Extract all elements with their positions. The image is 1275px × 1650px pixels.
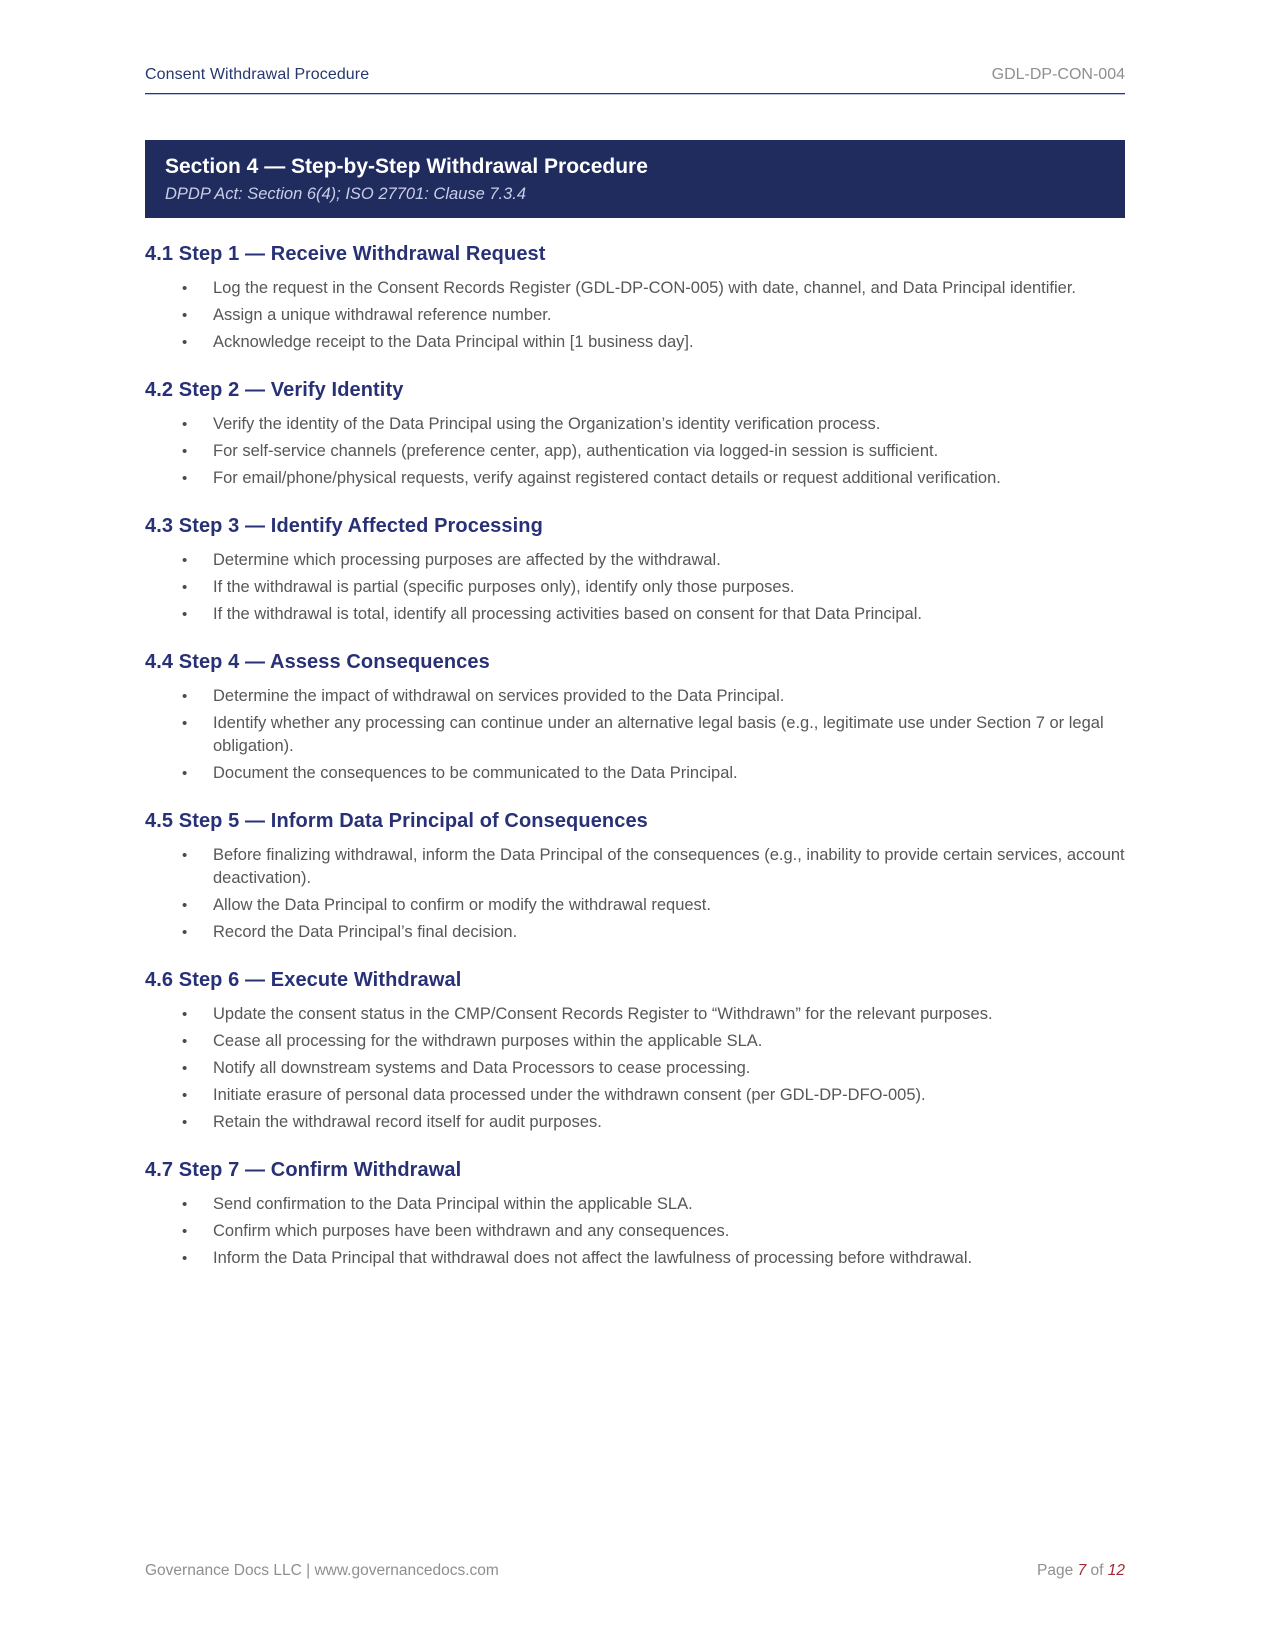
footer-page-number: 7 xyxy=(1077,1562,1087,1579)
bullet-list xyxy=(145,844,1125,944)
bullet-item: • Retain the withdrawal record itself for audit purposes. xyxy=(213,1111,1125,1134)
footer-page-label: Page xyxy=(1037,1562,1074,1579)
doc-section xyxy=(145,809,1125,944)
section-heading: 4.7 Step 7 — Confirm Withdrawal xyxy=(145,1159,462,1181)
header-doc-id: GDL-DP-CON-004 xyxy=(991,66,1125,83)
bullet-item: • Initiate erasure of personal data processed under the withdrawn consent (per GDL-DP-DFO-005). xyxy=(213,1084,1125,1107)
bullet-item: • Allow the Data Principal to confirm or modify the withdrawal request. xyxy=(213,894,1125,917)
bullet-list xyxy=(145,413,1125,490)
page-header xyxy=(145,66,1125,84)
bullet-list xyxy=(145,1193,1125,1270)
bullet-item: • Determine the impact of withdrawal on services provided to the Data Principal. xyxy=(213,685,1125,708)
bullet-item: • Verify the identity of the Data Principal using the Organization’s identity verification process. xyxy=(213,413,1125,436)
section-banner xyxy=(145,140,1125,218)
doc-section xyxy=(145,242,1125,354)
bullet-item: • Log the request in the Consent Records Register (GDL-DP-CON-005) with date, channel, and Data Principal identifier. xyxy=(213,277,1125,300)
bullet-item: • Record the Data Principal’s final decision. xyxy=(213,921,1125,944)
section-heading: 4.5 Step 5 — Inform Data Principal of Consequences xyxy=(145,810,648,832)
doc-section xyxy=(145,968,1125,1134)
bullet-item: • Assign a unique withdrawal reference number. xyxy=(213,304,1125,327)
bullet-item: • If the withdrawal is partial (specific purposes only), identify only those purposes. xyxy=(213,576,1125,599)
bullet-item: • Notify all downstream systems and Data Processors to cease processing. xyxy=(213,1057,1125,1080)
doc-section xyxy=(145,378,1125,490)
footer-page-info xyxy=(1037,1562,1125,1580)
bullet-item: • Identify whether any processing can continue under an alternative legal basis (e.g., legitimate use under Section 7 or legal obligation). xyxy=(213,712,1125,758)
bullet-item: • If the withdrawal is total, identify all processing activities based on consent for that Data Principal. xyxy=(213,603,1125,626)
bullet-list xyxy=(145,549,1125,626)
header-rule xyxy=(145,93,1125,95)
section-heading: 4.4 Step 4 — Assess Consequences xyxy=(145,651,490,673)
bullet-item: • Send confirmation to the Data Principal within the applicable SLA. xyxy=(213,1193,1125,1216)
doc-section xyxy=(145,650,1125,785)
footer-of-label: of xyxy=(1090,1562,1104,1579)
banner-subtitle: DPDP Act: Section 6(4); ISO 27701: Clause 7.3.4 xyxy=(165,185,527,203)
section-heading: 4.1 Step 1 — Receive Withdrawal Request xyxy=(145,243,546,265)
footer-page-total: 12 xyxy=(1107,1562,1125,1579)
doc-section xyxy=(145,1158,1125,1270)
bullet-item: • Update the consent status in the CMP/Consent Records Register to “Withdrawn” for the relevant purposes. xyxy=(213,1003,1125,1026)
bullet-list xyxy=(145,277,1125,354)
bullet-item: • Determine which processing purposes are affected by the withdrawal. xyxy=(213,549,1125,572)
bullet-list xyxy=(145,685,1125,785)
bullet-item: • Inform the Data Principal that withdrawal does not affect the lawfulness of processing before withdrawal. xyxy=(213,1247,1125,1270)
bullet-list xyxy=(145,1003,1125,1134)
section-heading: 4.2 Step 2 — Verify Identity xyxy=(145,379,404,401)
section-heading: 4.3 Step 3 — Identify Affected Processing xyxy=(145,515,543,537)
bullet-item: • For email/phone/physical requests, verify against registered contact details or request additional verification. xyxy=(213,467,1125,490)
footer-company: Governance Docs LLC | www.governancedocs.com xyxy=(145,1562,499,1579)
banner-title: Section 4 — Step-by-Step Withdrawal Procedure xyxy=(165,155,648,178)
bullet-item: • Cease all processing for the withdrawn purposes within the applicable SLA. xyxy=(213,1030,1125,1053)
bullet-item: • Before finalizing withdrawal, inform the Data Principal of the consequences (e.g., inability to provide certain services, account deactivation). xyxy=(213,844,1125,890)
page-footer xyxy=(145,1562,1125,1580)
bullet-item: • For self-service channels (preference center, app), authentication via logged-in session is sufficient. xyxy=(213,440,1125,463)
sections xyxy=(145,242,1125,1270)
section-heading: 4.6 Step 6 — Execute Withdrawal xyxy=(145,969,462,991)
header-doc-title: Consent Withdrawal Procedure xyxy=(145,66,370,83)
bullet-item: • Document the consequences to be communicated to the Data Principal. xyxy=(213,762,1125,785)
doc-section xyxy=(145,514,1125,626)
bullet-item: • Acknowledge receipt to the Data Principal within [1 business day]. xyxy=(213,331,1125,354)
bullet-item: • Confirm which purposes have been withdrawn and any consequences. xyxy=(213,1220,1125,1243)
